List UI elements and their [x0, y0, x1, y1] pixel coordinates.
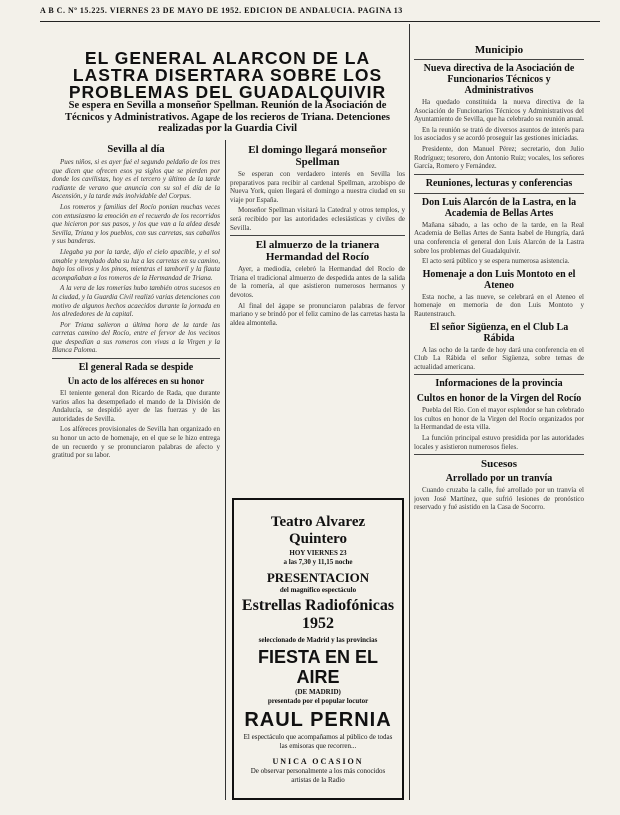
rada-paragraph: El teniente general don Ricardo de Rada, que durante varios años ha desempeñado el mando de la División de Andalucía, se despidió ayer de las fuerzas y de las autoridades de Sevilla.	[52, 389, 220, 423]
sevilla-paragraph: A la vera de las romerías hubo también otros sucesos en la ciudad, y la Guardia Civil realizó varias detenciones con motivo de algunos hechos acaecidos durante la jornada en los alrededores de la capital.	[52, 284, 220, 319]
sucesos-heading: Sucesos	[480, 458, 518, 471]
rocio-paragraph: Al final del ágape se pronunciaron palabras de fervor mariano y se brindó por el feliz camino de las carretas hasta la aldea almonteña.	[230, 301, 405, 327]
sevilla-paragraph: Por Triana salieron a última hora de la tarde las carretas camino del Rocío, entre el fervor de los vecinos que despedían a sus romeros con vivas a la Virgen y la Blanca Paloma.	[52, 320, 220, 355]
directiva-paragraph: Ha quedado constituida la nueva directiva de la Asociación de Funcionarios Técnicos y Administrativos del Ayuntamiento de Sevilla, que ha celebrado su reunión anual.	[414, 98, 584, 124]
rocio-paragraph: Ayer, a mediodía, celebró la Hermandad del Rocío de Triana el tradicional almuerzo de despedida antes de la salida de la romería, al que asistieron numerosos hermanos y devotos.	[230, 265, 405, 299]
theater-advertisement	[232, 498, 404, 800]
ad-theater-name: Teatro Alvarez Quintero	[270, 514, 366, 547]
ad-fiesta: FIESTA EN EL AIRE	[257, 647, 378, 687]
directiva-paragraph: Presidente, don Manuel Pérez; secretario, don Julio Rodríguez; tesorero, don Antonio Ruiz; vocales, los señores García, Romero y Fernández.	[414, 144, 584, 171]
directiva-paragraph: En la reunión se trató de diversos asuntos de interés para los asociados y se acordó proseguir las gestiones iniciadas.	[414, 125, 584, 143]
spellman-paragraph: Monseñor Spellman visitará la Catedral y otros templos, y será recibido por las autoridades eclesiásticas y civiles de Sevilla.	[230, 206, 405, 232]
ad-presentado: presentado por el popular locutor	[267, 697, 369, 705]
main-subheadline: Se espera en Sevilla a monseñor Spellman. Reunión de la Asociación de Técnicos y Administrativos. Agape de los recieros de Triana. Detenciones realizadas por la Guardia Civil	[65, 100, 390, 134]
alarcon-paragraph: Mañana sábado, a las ocho de la tarde, en la Real Academia de Bellas Artes de Santa Isabel de Hungría, dará una conferencia el general don Luis Alarcón de la Lastra sobre los problemas del Guadalquivir.	[414, 220, 584, 255]
signin-heading: El señor Sigüenza, en el Club La Rábida	[429, 321, 569, 344]
rocio-heading: El almuerzo de la trianera Hermandad del Rocío	[255, 239, 380, 264]
section-divider	[414, 193, 584, 194]
arrollado-paragraph: Cuando cruzaba la calle, fué arrollado por un tranvía el joven José Martínez, que sufrió lesiones de pronóstico reservado y fué asistido en la Casa de Socorro.	[414, 486, 584, 512]
section-divider	[52, 358, 220, 359]
middle-column	[230, 142, 405, 492]
signin-paragraph: A las ocho de la tarde de hoy dará una conferencia en el Club La Rábida el señor Sigüenza, sobre temas de actualidad americana.	[414, 345, 584, 371]
sevilla-paragraph: Llegaba ya por la tarde, dijo el cielo apacible, y el sol amable y templado daba su luz a las carretas en su camino, bajo los olivos y los pinos, mientras el tamboril y la flauta acompañaban a los romeros de la Hermandad de Triana.	[52, 247, 220, 282]
column-divider-left	[225, 140, 226, 800]
ad-raul-pernia: RAUL PERNIA	[244, 709, 392, 731]
right-column	[414, 42, 584, 807]
column-divider-right	[409, 24, 410, 800]
alarcon-heading: Don Luis Alarcón de la Lastra, en la Academia de Bellas Artes	[421, 196, 577, 219]
sevilla-paragraph: Pues niños, si es ayer fué el segundo peldaño de los tres que dicen que ofrecen esos ya siglos que se pierden por donde los cavilistas, hoy es el tercero y último de la tarde radiante de verano que anuncia con su sol el día de la Ascensión, y la tarde más inolvidable del Corpus.	[52, 158, 220, 201]
ad-espectaculo: del magnífico espectáculo	[279, 586, 357, 594]
section-divider	[414, 59, 584, 60]
cultos-paragraph: Puebla del Río. Con el mayor esplendor se han celebrado los cultos en honor de la Virgen del Rocío organizados por la Hermandad de esta villa.	[414, 406, 584, 432]
sevilla-paragraph: Los romeros y familias del Rocío ponían muchas veces con entusiasmo la emoción en el recuerdo de los recorridos que hicieron por sus pasos, y los que van a la aldea desde Sevilla, Triana y los pueblos, con sus carretas, sus caballos y sus banderas.	[52, 202, 220, 246]
ad-note: El espectáculo que acompañamos al público de todas las emisoras que recorren...	[243, 733, 393, 750]
top-rule	[40, 21, 600, 22]
section-divider	[230, 235, 405, 236]
reuniones-heading: Reuniones, lecturas y conferencias	[425, 177, 573, 189]
sevilla-heading: Sevilla al día	[107, 144, 165, 155]
ad-presentacion: PRESENTACION	[266, 570, 370, 585]
cultos-heading: Cultos en honor de la Virgen del Rocío	[416, 393, 582, 405]
section-divider	[414, 374, 584, 375]
ad-closing: De observar personalmente a los más conocidos artistas de la Radio	[250, 767, 386, 784]
ad-unica-ocasion: UNICA OCASION	[272, 757, 364, 766]
ad-hours: a las 7,30 y 11,15 noche	[283, 558, 353, 566]
rada-heading: El general Rada se despide	[78, 362, 194, 374]
montoto-paragraph: Esta noche, a las nueve, se celebrará en el Ateneo el homenaje en memoria de don Luis Montoto y Rautenstrauch.	[414, 292, 584, 318]
arrollado-heading: Arrollado por un tranvía	[445, 473, 553, 485]
rada-subheading: Un acto de los alféreces en su honor	[67, 376, 205, 387]
provincia-heading: Informaciones de la provincia	[435, 378, 563, 390]
page-folio: A B C. Nº 15.225. VIERNES 23 DE MAYO DE 1952. EDICION DE ANDALUCIA. PAGINA 13	[40, 6, 403, 15]
spellman-paragraph: Se esperan con verdadero interés en Sevilla los preparativos para recibir al cardenal Spellman, arzobispo de Nueva York, quien llegará el domingo a nuestra ciudad en su viaje por España.	[230, 170, 405, 204]
ad-date: HOY VIERNES 23	[289, 549, 347, 557]
alarcon-paragraph: El acto será público y se espera numerosa asistencia.	[422, 257, 570, 266]
section-divider	[414, 174, 584, 175]
left-column	[52, 142, 220, 807]
cultos-paragraph: La función principal estuvo presidida por las autoridades locales y asistieron numerosos fieles.	[414, 434, 584, 451]
ad-de-madrid: (DE MADRID)	[295, 688, 341, 696]
spellman-heading: El domingo llegará monseñor Spellman	[248, 144, 387, 168]
rada-paragraph: Los alféreces provisionales de Sevilla han organizado en su honor un acto de homenaje, en el que se le hizo entrega de un recuerdo y se pronunciaron palabras de afecto y gratitud por su labor.	[52, 425, 220, 460]
montoto-heading: Homenaje a don Luis Montoto en el Ateneo	[422, 268, 576, 291]
directiva-heading: Nueva directiva de la Asociación de Funcionarios Técnicos y Administrativos	[423, 63, 575, 96]
main-headline: EL GENERAL ALARCON DE LA LASTRA DISERTARA SOBRE LOS PROBLEMAS DEL GUADALQUIVIR	[68, 48, 387, 102]
municipio-heading: Municipio	[474, 44, 524, 56]
ad-extra-line: seleccionado de Madrid y las provincias	[258, 636, 378, 644]
section-divider	[414, 454, 584, 455]
ad-estrellas: Estrellas Radiofónicas 1952	[241, 597, 395, 632]
